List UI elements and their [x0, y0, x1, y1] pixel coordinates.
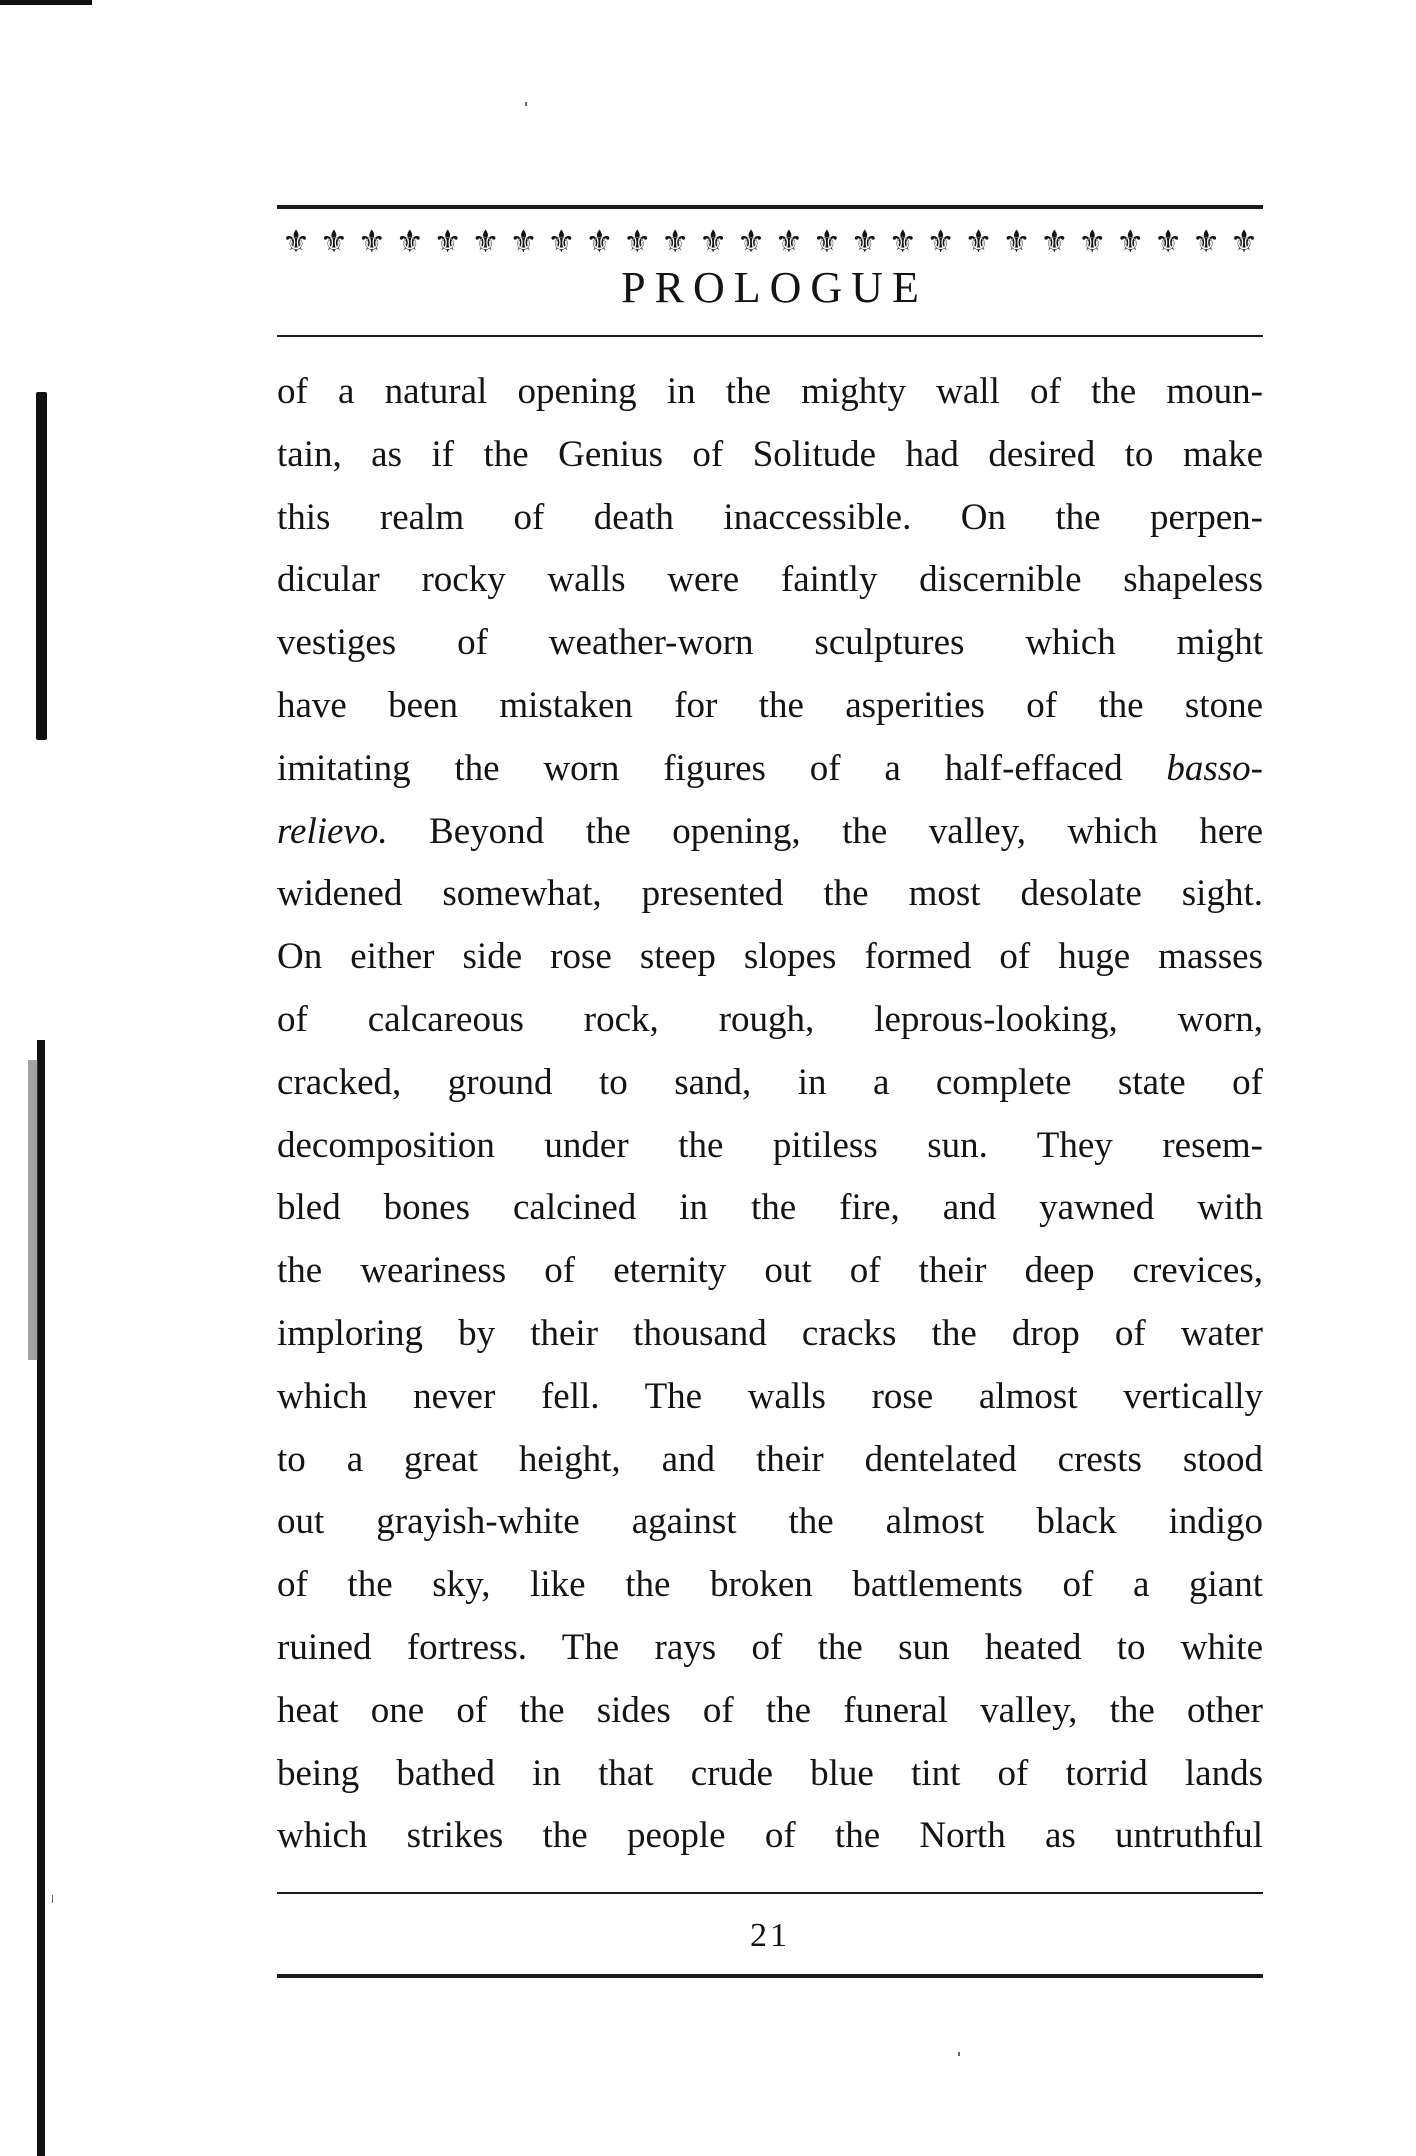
text-segment: vestiges of weather-worn sculptures which might [277, 622, 1263, 664]
footer-top-rule [277, 1892, 1263, 1894]
body-text [277, 361, 1263, 1868]
scan-edge-mark [0, 0, 92, 5]
italic-text-segment: basso- [1166, 747, 1263, 789]
fleur-de-lis-icon: ⚜ [585, 224, 614, 260]
text-line [277, 612, 1263, 675]
text-segment: to a great height, and their dentelated crests stood [277, 1438, 1263, 1480]
text-segment: imploring by their thousand cracks the drop of water [277, 1312, 1263, 1354]
fleur-de-lis-icon: ⚜ [1192, 224, 1220, 260]
header-bottom-rule [277, 335, 1263, 337]
fleur-de-lis-icon: ⚜ [282, 224, 310, 260]
text-segment: dicular rocky walls were faintly discernible shapeless [277, 559, 1263, 601]
text-segment: heat one of the sides of the funeral valley, the other [277, 1689, 1263, 1731]
fleur-de-lis-icon: ⚜ [1154, 224, 1183, 260]
text-segment: ruined fortress. The rays of the sun heated to white [277, 1626, 1263, 1668]
text-segment: this realm of death inaccessible. On the perpen- [277, 496, 1263, 538]
fleur-de-lis-icon: ⚜ [926, 224, 955, 260]
fleur-de-lis-icon: ⚜ [509, 224, 538, 260]
text-segment: being bathed in that crude blue tint of torrid lands [277, 1752, 1263, 1794]
fleur-de-lis-icon: ⚜ [1078, 224, 1107, 260]
text-segment: of the sky, like the broken battlements of a giant [277, 1564, 1263, 1606]
text-line [277, 1115, 1263, 1178]
text-segment: widened somewhat, presented the most desolate sight. [277, 873, 1263, 915]
fleur-de-lis-icon: ⚜ [812, 224, 841, 260]
text-segment: bled bones calcined in the fire, and yawned with [277, 1187, 1263, 1229]
scan-margin-noise [28, 1060, 38, 1360]
fleur-de-lis-icon: ⚜ [699, 224, 727, 260]
fleur-de-lis-icon: ⚜ [775, 224, 803, 260]
fleur-de-lis-icon: ⚜ [623, 224, 652, 260]
text-segment: On either side rose steep slopes formed of huge masses [277, 936, 1263, 978]
text-line [277, 424, 1263, 487]
fleur-de-lis-icon: ⚜ [1116, 224, 1145, 260]
text-segment: cracked, ground to sand, in a complete state of [277, 1061, 1263, 1103]
text-line [277, 801, 1263, 864]
running-head-title: PROLOGUE [621, 263, 928, 312]
scan-speck [958, 2052, 960, 2056]
text-line [277, 1680, 1263, 1743]
fleur-de-lis-icon: ⚜ [737, 224, 765, 260]
text-segment: imitating the worn figures of a half-effaced [277, 747, 1167, 789]
text-line [277, 1805, 1263, 1868]
text-segment: the weariness of eternity out of their deep crevices, [277, 1250, 1263, 1292]
scan-margin-shadow-upper [36, 392, 47, 740]
scan-speck [52, 1895, 53, 1903]
text-line [277, 487, 1263, 550]
text-segment: Beyond the opening, the valley, which here [387, 810, 1263, 852]
text-segment: tain, as if the Genius of Solitude had desired to make [277, 433, 1263, 475]
fleur-de-lis-icon: ⚜ [471, 224, 500, 260]
text-line [277, 1177, 1263, 1240]
text-line [277, 1617, 1263, 1680]
footer-bottom-rule [277, 1974, 1263, 1978]
running-head [277, 263, 1263, 313]
fleur-de-lis-icon: ⚜ [888, 224, 917, 260]
scan-speck [525, 102, 527, 106]
text-line [277, 1429, 1263, 1492]
text-line [277, 1052, 1263, 1115]
fleur-de-lis-icon: ⚜ [547, 224, 576, 260]
fleur-de-lis-icon: ⚜ [1040, 224, 1069, 260]
text-line [277, 738, 1263, 801]
book-page [277, 205, 1263, 1978]
text-line [277, 549, 1263, 612]
text-segment: of calcareous rock, rough, leprous-looking, worn, [277, 998, 1263, 1040]
text-segment: of a natural opening in the mighty wall of the moun- [277, 371, 1263, 412]
text-line [277, 1743, 1263, 1806]
fleur-de-lis-icon: ⚜ [661, 224, 690, 260]
text-line [277, 1554, 1263, 1617]
text-segment: out grayish-white against the almost black indigo [277, 1501, 1263, 1543]
italic-text-segment: relievo. [277, 810, 388, 852]
text-segment: which strikes the people of the North as untruthful [277, 1815, 1263, 1857]
fleur-de-lis-icon: ⚜ [1002, 224, 1031, 260]
text-line [277, 989, 1263, 1052]
fleur-de-lis-icon: ⚜ [1230, 224, 1258, 260]
text-segment: have been mistaken for the asperities of the stone [277, 684, 1263, 726]
fleur-de-lis-icon: ⚜ [964, 224, 993, 260]
fleur-de-lis-icon: ⚜ [319, 224, 348, 260]
text-line [277, 1240, 1263, 1303]
page-number: 21 [750, 1917, 790, 1955]
text-segment: which never fell. The walls rose almost vertically [277, 1375, 1263, 1417]
fleur-de-lis-ornament-row [277, 219, 1263, 265]
fleur-de-lis-icon: ⚜ [395, 224, 424, 260]
fleur-de-lis-icon: ⚜ [357, 224, 386, 260]
text-line [277, 1366, 1263, 1429]
scan-margin-shadow-lower [37, 1040, 45, 2156]
text-line [277, 1491, 1263, 1554]
text-line [277, 1303, 1263, 1366]
header-top-rule [277, 205, 1263, 209]
fleur-de-lis-icon: ⚜ [433, 224, 462, 260]
fleur-de-lis-icon: ⚜ [850, 224, 879, 260]
text-line [277, 361, 1263, 424]
text-segment: decomposition under the pitiless sun. They resem- [277, 1124, 1263, 1166]
text-line [277, 863, 1263, 926]
text-line [277, 926, 1263, 989]
text-line [277, 675, 1263, 738]
